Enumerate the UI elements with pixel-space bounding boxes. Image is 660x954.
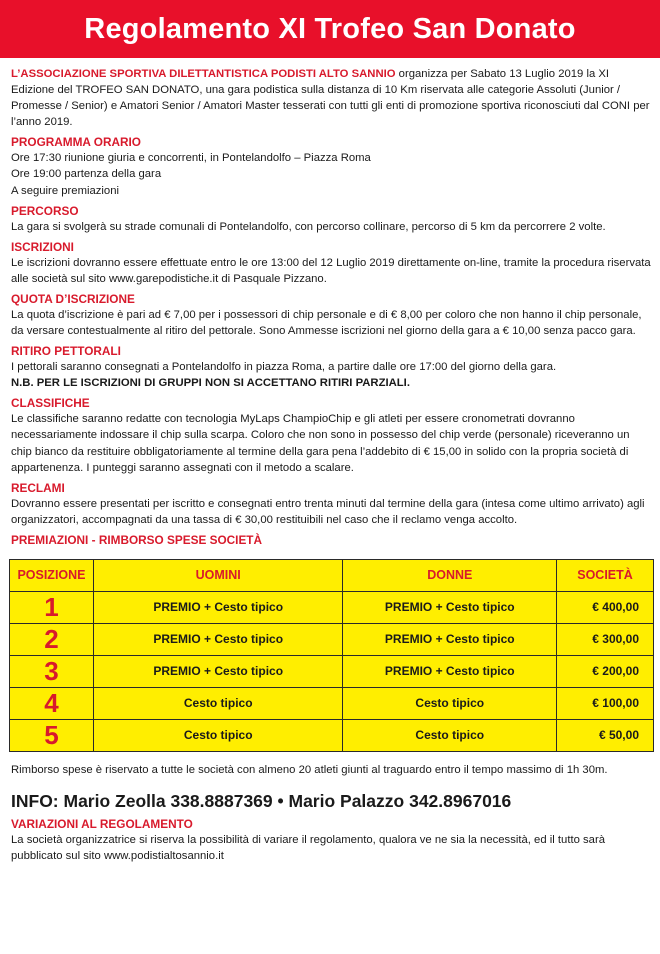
ritiro-note: N.B. PER LE ISCRIZIONI DI GRUPPI NON SI ACCETTANO RITIRI PARZIALI. — [11, 377, 410, 390]
organizer-name: L’ASSOCIAZIONE SPORTIVA DILETTANTISTICA PODISTI ALTO SANNIO — [11, 68, 396, 80]
classifiche-text: Le classifiche saranno redatte con tecnologia MyLaps ChampioChip e gli atleti per essere cronometrati dovranno necessariamente indossare il chip sulla scarpa. Coloro che non sono in possesso del chip verde (personale) riceveranno un chip bianco da restituire obbligatoriamente al termine della gara pena l’addebito di € 15,00 in solido con la propria società di appartenenza. I punteggi saranno assegnati con il metodo a scalare. — [11, 413, 630, 474]
ritiro-section — [11, 344, 651, 391]
variazioni-text: La società organizzatrice si riserva la possibilità di variare il regolamento, qualora ve ne sia la necessità, ed il tutto sarà pubblicato sul sito www.podistialtosannio.it — [11, 833, 606, 863]
programma-line: A seguire premiazioni — [11, 184, 120, 197]
societa-cell: € 50,00 — [557, 719, 654, 751]
position-cell: 1 — [10, 591, 94, 623]
donne-cell: Cesto tipico — [343, 719, 557, 751]
reclami-section — [11, 481, 651, 528]
intro-section — [11, 66, 651, 130]
quota-heading: QUOTA D’ISCRIZIONE — [11, 291, 135, 306]
percorso-section — [11, 204, 651, 235]
societa-cell: € 300,00 — [557, 623, 654, 655]
position-cell: 2 — [10, 623, 94, 655]
uomini-cell: PREMIO + Cesto tipico — [93, 591, 343, 623]
table-row — [10, 591, 654, 623]
programma-line: Ore 17:30 riunione giuria e concorrenti, in Pontelandolfo – Piazza Roma — [11, 152, 371, 165]
regulation-body — [11, 66, 651, 864]
reclami-heading: RECLAMI — [11, 480, 65, 495]
programma-section — [11, 135, 651, 198]
percorso-heading: PERCORSO — [11, 203, 79, 218]
uomini-cell: Cesto tipico — [93, 687, 343, 719]
intro-paragraph — [11, 66, 651, 130]
col-header-uomini: UOMINI — [93, 559, 343, 591]
donne-cell: PREMIO + Cesto tipico — [343, 655, 557, 687]
iscrizioni-heading: ISCRIZIONI — [11, 239, 74, 254]
donne-cell: PREMIO + Cesto tipico — [343, 623, 557, 655]
uomini-cell: PREMIO + Cesto tipico — [93, 655, 343, 687]
position-cell: 3 — [10, 655, 94, 687]
ritiro-heading: RITIRO PETTORALI — [11, 344, 121, 359]
percorso-text: La gara si svolgerà su strade comunali di Pontelandolfo, con percorso collinare, percorso di 5 km da percorrere 2 volte. — [11, 220, 606, 233]
reclami-text: Dovranno essere presentati per iscritto e consegnati entro trenta minuti dal termine della gara (intesa come ultimo arrivato) agli organizzatori, accompagnati da una tassa di € 30,00 restituibili nel caso che il reclamo venga accolto. — [11, 497, 645, 526]
variazioni-heading: VARIAZIONI AL REGOLAMENTO — [11, 816, 193, 831]
prize-table — [9, 559, 654, 752]
donne-cell: PREMIO + Cesto tipico — [343, 591, 557, 623]
col-header-donne: DONNE — [343, 559, 557, 591]
intro-text: organizza per Sabato 13 Luglio 2019 la XI Edizione del TROFEO SAN DONATO, una gara podistica sulla distanza di 10 Km riservata alle categorie Assoluti (Junior / Promesse / Senior) e Amatori Senior / Amatori Master tesserati con tutti gli enti di promozione sportiva riconosciuti dal CONI per l’anno 2019. — [11, 68, 650, 129]
quota-text: La quota d’iscrizione è pari ad € 7,00 per i possessori di chip personale e di € 8,00 per coloro che non hanno il chip personale, da versare contestualmente al ritiro del pettorale. Sono Ammesse iscrizioni nel giorno della gara a € 10,00 senza pacco gara. — [11, 308, 642, 338]
title-banner — [0, 0, 660, 58]
donne-cell: Cesto tipico — [343, 687, 557, 719]
contact-info: INFO: Mario Zeolla 338.8887369 • Mario Palazzo 342.8967016 — [11, 790, 512, 811]
programma-line: Ore 19:00 partenza della gara — [11, 168, 162, 181]
prize-table-header-row — [10, 559, 654, 591]
table-row — [10, 655, 654, 687]
societa-cell: € 100,00 — [557, 687, 654, 719]
uomini-cell: Cesto tipico — [93, 719, 343, 751]
ritiro-text: I pettorali saranno consegnati a Pontelandolfo in piazza Roma, a partire dalle ore 17:00 del giorno della gara. — [11, 361, 557, 374]
uomini-cell: PREMIO + Cesto tipico — [93, 623, 343, 655]
iscrizioni-text: Le iscrizioni dovranno essere effettuate entro le ore 13:00 del 12 Luglio 2019 direttamente on-line, tramite la procedura riservata alle società sul sito www.garepodistiche.it di Pasquale Pizzano. — [11, 256, 651, 285]
position-cell: 5 — [10, 719, 94, 751]
col-header-societa: SOCIETÀ — [557, 559, 654, 591]
table-row — [10, 719, 654, 751]
page-title: Regolamento XI Trofeo San Donato — [84, 12, 576, 45]
table-row — [10, 687, 654, 719]
classifiche-heading: CLASSIFICHE — [11, 396, 90, 411]
variazioni-section — [11, 817, 651, 864]
quota-section — [11, 292, 651, 339]
col-header-posizione: POSIZIONE — [10, 559, 94, 591]
rimborso-note: Rimborso spese è riservato a tutte le società con almeno 20 atleti giunti al traguardo entro il tempo massimo di 1h 30m. — [11, 763, 608, 776]
table-row — [10, 623, 654, 655]
position-cell: 4 — [10, 687, 94, 719]
societa-cell: € 200,00 — [557, 655, 654, 687]
classifiche-section — [11, 396, 651, 475]
premiazioni-heading: PREMIAZIONI - RIMBORSO SPESE SOCIETÀ — [11, 532, 263, 547]
programma-heading: PROGRAMMA ORARIO — [11, 135, 141, 150]
societa-cell: € 400,00 — [557, 591, 654, 623]
iscrizioni-section — [11, 240, 651, 287]
